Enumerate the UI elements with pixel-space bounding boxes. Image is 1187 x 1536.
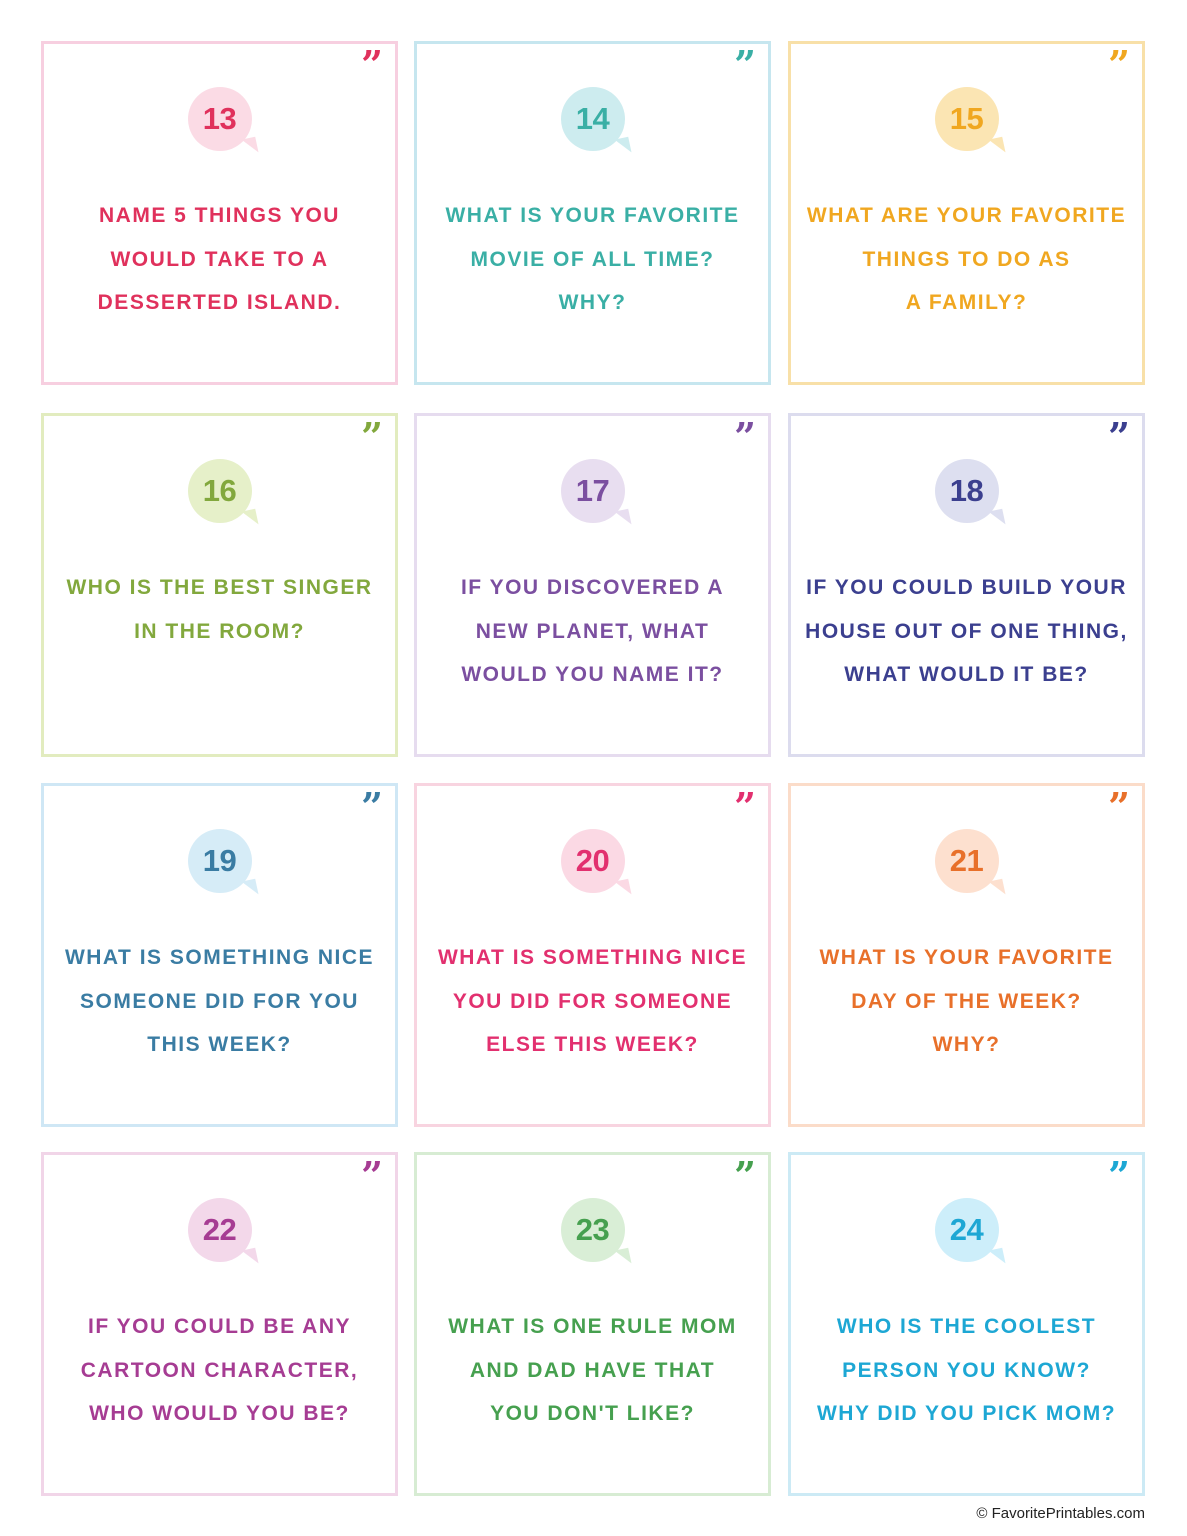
number-bubble <box>935 1198 999 1262</box>
question-card-14 <box>414 41 771 385</box>
question-line: WOULD TAKE TO A <box>110 247 329 271</box>
question-card-17 <box>414 413 771 757</box>
card-number: 14 <box>575 101 610 136</box>
card-number: 23 <box>575 1212 610 1247</box>
question-line: IN THE ROOM? <box>134 619 305 643</box>
number-bubble <box>561 829 625 893</box>
question-line: THINGS TO DO AS <box>862 247 1071 271</box>
card-number: 19 <box>202 843 237 878</box>
number-bubble <box>935 459 999 523</box>
question-text <box>54 936 385 1067</box>
card-number: 22 <box>202 1212 237 1247</box>
question-line: PERSON YOU KNOW? <box>842 1358 1091 1382</box>
question-card-19 <box>41 783 398 1127</box>
question-line: WHAT IS YOUR FAVORITE <box>819 946 1114 969</box>
question-text <box>427 194 758 325</box>
question-line: MOVIE OF ALL TIME? <box>470 247 715 271</box>
question-text <box>801 936 1132 1067</box>
card-number: 24 <box>949 1212 984 1247</box>
question-line: WHAT IS SOMETHING NICE <box>64 946 375 969</box>
question-line: WHAT WOULD IT BE? <box>844 663 1089 686</box>
question-line: WHY? <box>932 1033 1001 1056</box>
question-text <box>801 1305 1132 1436</box>
quote-mark-icon: ” <box>361 1153 383 1198</box>
number-bubble <box>561 1198 625 1262</box>
question-text <box>427 936 758 1067</box>
question-line: ELSE THIS WEEK? <box>486 1033 699 1056</box>
question-line: WHO IS THE BEST SINGER <box>66 576 373 599</box>
question-card-23 <box>414 1152 771 1496</box>
question-line: DESSERTED ISLAND. <box>97 291 342 314</box>
number-bubble <box>935 829 999 893</box>
question-line: WHY? <box>558 291 627 314</box>
quote-mark-icon: ” <box>1108 784 1130 829</box>
question-line: CARTOON CHARACTER, <box>80 1358 359 1382</box>
card-number: 15 <box>949 101 984 136</box>
question-line: NAME 5 THINGS YOU <box>99 204 340 227</box>
question-text <box>54 194 385 325</box>
quote-mark-icon: ” <box>361 784 383 829</box>
question-line: WHAT IS SOMETHING NICE <box>437 946 748 969</box>
quote-mark-icon: ” <box>1108 414 1130 459</box>
question-line: IF YOU COULD BUILD YOUR <box>806 576 1127 599</box>
question-card-13 <box>41 41 398 385</box>
question-card-21 <box>788 783 1145 1127</box>
question-text <box>54 1305 385 1436</box>
question-line: A FAMILY? <box>905 291 1028 314</box>
question-text <box>427 1305 758 1436</box>
number-bubble <box>188 459 252 523</box>
question-line: IF YOU DISCOVERED A <box>460 576 725 599</box>
question-line: WOULD YOU NAME IT? <box>461 663 724 686</box>
question-line: THIS WEEK? <box>147 1033 292 1056</box>
question-text <box>801 566 1132 697</box>
card-number: 16 <box>202 473 237 508</box>
quote-mark-icon: ” <box>734 414 756 459</box>
card-number: 13 <box>202 101 237 136</box>
question-card-20 <box>414 783 771 1127</box>
question-line: IF YOU COULD BE ANY <box>87 1315 352 1338</box>
number-bubble <box>188 87 252 151</box>
question-line: WHO WOULD YOU BE? <box>89 1402 350 1425</box>
card-number: 18 <box>949 473 984 508</box>
question-line: WHO IS THE COOLEST <box>836 1315 1097 1338</box>
question-line: SOMEONE DID FOR YOU <box>80 989 359 1013</box>
quote-mark-icon: ” <box>734 1153 756 1198</box>
card-number: 21 <box>949 843 984 878</box>
question-line: WHAT IS YOUR FAVORITE <box>445 204 740 227</box>
question-text <box>801 194 1132 325</box>
question-card-18 <box>788 413 1145 757</box>
question-text <box>54 566 385 653</box>
number-bubble <box>561 87 625 151</box>
question-line: DAY OF THE WEEK? <box>851 989 1082 1013</box>
copyright-footer: © FavoritePrintables.com <box>976 1505 1145 1522</box>
question-line: NEW PLANET, WHAT <box>475 619 710 643</box>
question-card-16 <box>41 413 398 757</box>
question-line: WHAT IS ONE RULE MOM <box>448 1315 737 1338</box>
quote-mark-icon: ” <box>361 42 383 87</box>
question-card-15 <box>788 41 1145 385</box>
question-line: YOU DON'T LIKE? <box>490 1402 695 1425</box>
question-line: WHY DID YOU PICK MOM? <box>816 1402 1117 1425</box>
question-text <box>427 566 758 697</box>
quote-mark-icon: ” <box>734 784 756 829</box>
number-bubble <box>561 459 625 523</box>
number-bubble <box>935 87 999 151</box>
quote-mark-icon: ” <box>1108 1153 1130 1198</box>
card-number: 17 <box>575 473 610 508</box>
question-line: AND DAD HAVE THAT <box>469 1358 716 1382</box>
quote-mark-icon: ” <box>1108 42 1130 87</box>
question-line: YOU DID FOR SOMEONE <box>452 989 733 1013</box>
number-bubble <box>188 1198 252 1262</box>
question-card-24 <box>788 1152 1145 1496</box>
quote-mark-icon: ” <box>361 414 383 459</box>
card-number: 20 <box>575 843 610 878</box>
quote-mark-icon: ” <box>734 42 756 87</box>
question-card-22 <box>41 1152 398 1496</box>
question-line: HOUSE OUT OF ONE THING, <box>805 619 1128 643</box>
question-line: WHAT ARE YOUR FAVORITE <box>806 204 1127 227</box>
number-bubble <box>188 829 252 893</box>
